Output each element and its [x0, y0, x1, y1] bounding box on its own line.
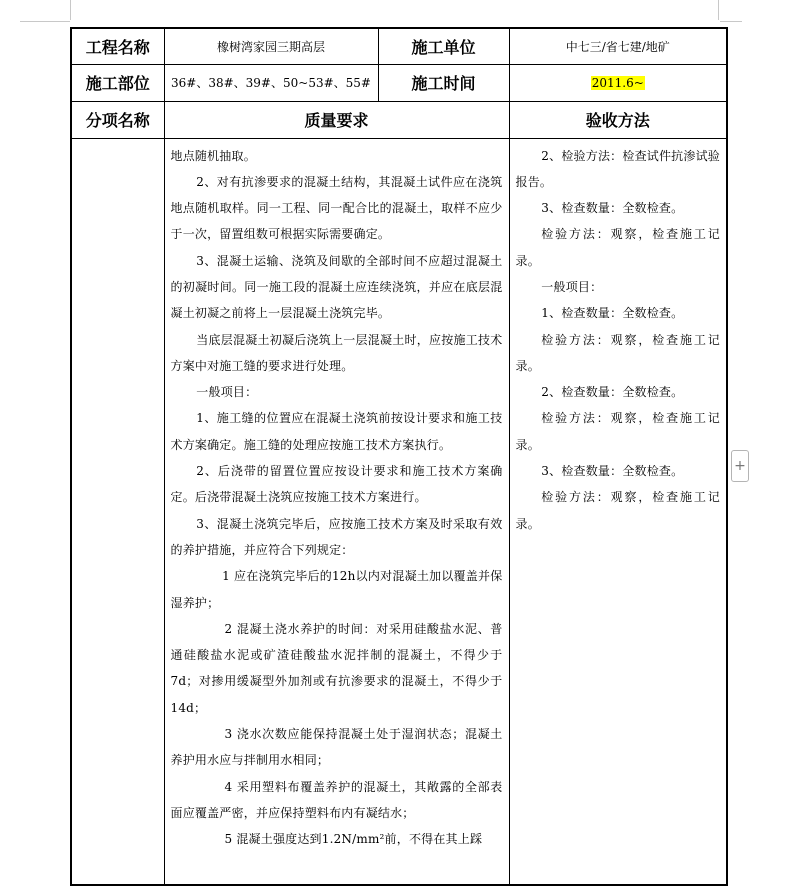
- method-line: 检验方法：观察，检查施工记录。: [515, 411, 720, 452]
- method-line: 检验方法：观察，检查施工记录。: [515, 490, 720, 531]
- quality-line: 3 浇水次数应能保持混凝土处于湿润状态；混凝土养护用水应与拌制用水相同；: [170, 727, 503, 768]
- method-line: 检验方法：观察，检查施工记录。: [515, 332, 720, 373]
- quality-line: 2、对有抗渗要求的混凝土结构，其混凝土试件应在浇筑地点随机取样。同一工程、同一配合比的混凝土，取样不应少于一次，留置组数可根据实际需要确定。: [170, 174, 503, 242]
- method-line: 2、检验方法：检查试件抗渗试验报告。: [515, 148, 720, 189]
- quality-line: 2、后浇带的留置位置应按设计要求和施工技术方案确定。后浇带混凝土浇筑应按施工技术方案进行。: [170, 464, 503, 505]
- method-header: 验收方法: [509, 101, 727, 138]
- add-comment-button[interactable]: +: [731, 450, 749, 482]
- quality-line: 4 采用塑料布覆盖养护的混凝土，其敞露的全部表面应覆盖严密，并应保持塑料布内有凝结水；: [170, 779, 503, 820]
- time-label: 施工时间: [378, 64, 509, 101]
- margin-guide: [20, 21, 70, 22]
- table-row: [71, 28, 727, 64]
- table-row: [71, 64, 727, 101]
- method-line: 3、检查数量：全数检查。: [541, 464, 684, 479]
- margin-guide: [718, 0, 719, 20]
- method-line: 一般项目：: [541, 279, 603, 294]
- margin-guide: [720, 21, 742, 22]
- quality-line: 地点随机抽取。: [170, 148, 256, 163]
- item-name-cell: [71, 138, 164, 885]
- method-line: 1、检查数量：全数检查。: [541, 306, 684, 321]
- method-line: 检验方法：观察，检查施工记录。: [515, 227, 720, 268]
- quality-line: 1 应在浇筑完毕后的12h以内对混凝土加以覆盖并保湿养护；: [170, 569, 503, 610]
- inspection-table: [70, 27, 728, 886]
- table-row: [71, 138, 727, 885]
- margin-guide: [70, 0, 71, 20]
- quality-line: 2 混凝土浇水养护的时间：对采用硅酸盐水泥、普通硅酸盐水泥或矿渣硅酸盐水泥拌制的混凝土，不得少于7d；对掺用缓凝型外加剂或有抗渗要求的混凝土，不得少于14d；: [170, 621, 503, 715]
- quality-line: 3、混凝土运输、浇筑及间歇的全部时间不应超过混凝土的初凝时间。同一施工段的混凝土应连续浇筑，并应在底层混凝土初凝之前将上一层混凝土浇筑完毕。: [170, 253, 503, 321]
- method-cell: [509, 138, 727, 885]
- location-label: 施工部位: [71, 64, 164, 101]
- table-row: [71, 101, 727, 138]
- contractor-label: 施工单位: [378, 28, 509, 64]
- quality-line: 3、混凝土浇筑完毕后，应按施工技术方案及时采取有效的养护措施，并应符合下列规定：: [170, 516, 503, 557]
- time-value: 2011.6~: [591, 75, 644, 90]
- quality-header: 质量要求: [164, 101, 509, 138]
- quality-cell: [164, 138, 509, 885]
- project-name-value: 橡树湾家园三期高层: [164, 28, 378, 64]
- location-value: 36#、38#、39#、50~53#、55#: [164, 64, 378, 101]
- quality-line: 1、施工缝的位置应在混凝土浇筑前按设计要求和施工技术方案确定。施工缝的处理应按施工技术方案执行。: [170, 411, 503, 452]
- method-line: 2、检查数量：全数检查。: [541, 385, 684, 400]
- quality-line: 一般项目：: [196, 385, 258, 400]
- contractor-value: 中七三/省七建/地矿: [509, 28, 727, 64]
- method-line: 3、检查数量：全数检查。: [541, 201, 684, 216]
- project-name-label: 工程名称: [71, 28, 164, 64]
- item-name-header: 分项名称: [71, 101, 164, 138]
- quality-line: 5 混凝土强度达到1.2N/mm²前，不得在其上踩: [224, 832, 483, 847]
- time-cell: [509, 64, 727, 101]
- quality-line: 当底层混凝土初凝后浇筑上一层混凝土时，应按施工技术方案中对施工缝的要求进行处理。: [170, 332, 503, 373]
